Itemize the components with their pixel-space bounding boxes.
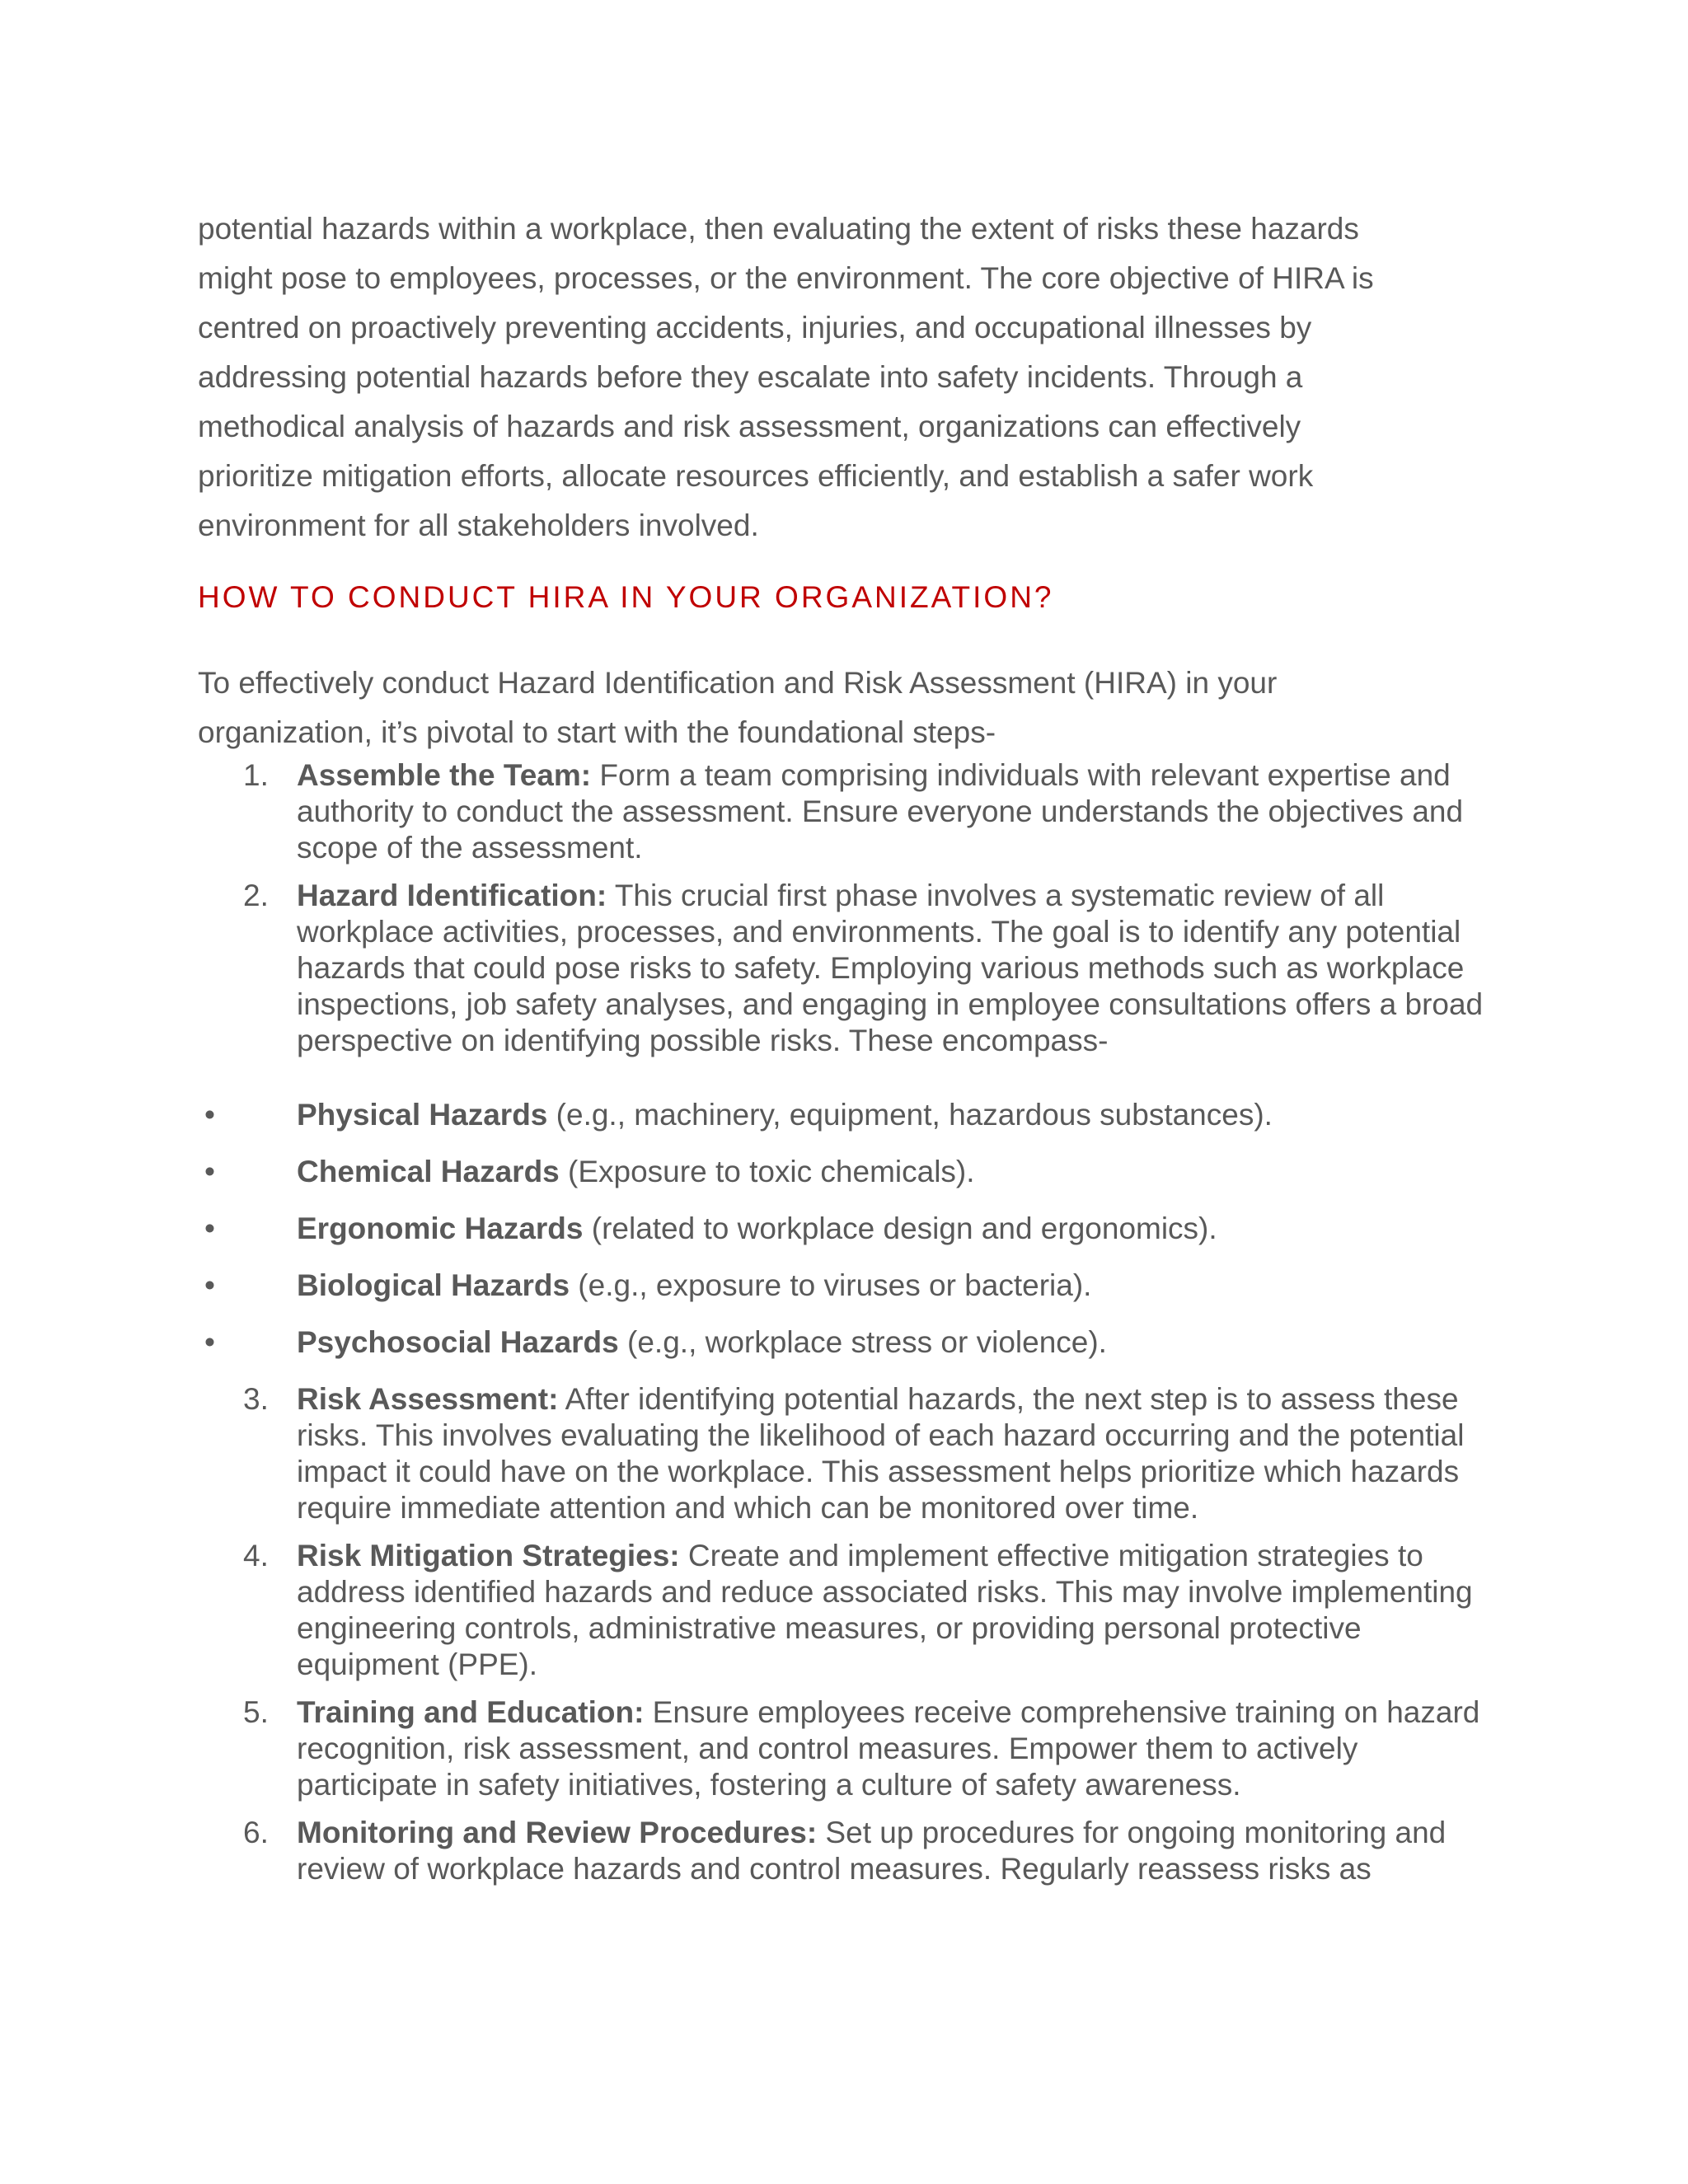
hazard-item: [198, 1154, 1484, 1190]
step-number: 6.: [243, 1816, 269, 1849]
step-title: Risk Assessment:: [297, 1382, 559, 1416]
bullet-icon: •: [204, 1268, 215, 1302]
hazard-text: (related to workplace design and ergonomics).: [583, 1212, 1217, 1245]
section-heading: HOW TO CONDUCT HIRA IN YOUR ORGANIZATION?: [198, 580, 1054, 614]
step-title: Monitoring and Review Procedures:: [297, 1816, 818, 1849]
bullet-icon: •: [204, 1098, 215, 1132]
step-item: [198, 757, 1484, 866]
step-number: 1.: [243, 758, 269, 792]
step-text: Form a team comprising individuals with relevant expertise and authority to conduct the assessment. Ensure everyone understands the objectives and scope of the assessment.: [297, 758, 1464, 865]
step-title: Risk Mitigation Strategies:: [297, 1539, 680, 1572]
step-text: Ensure employees receive comprehensive training on hazard recognition, risk assessment, and control measures. Empower them to actively participate in safety initiatives, fostering a culture of safety awareness.: [297, 1695, 1480, 1802]
bullet-icon: •: [204, 1155, 215, 1188]
hazard-text: (e.g., exposure to viruses or bacteria).: [570, 1268, 1092, 1302]
step-item: [198, 1694, 1484, 1803]
lead-paragraph: To effectively conduct Hazard Identification and Risk Assessment (HIRA) in your organization, it’s pivotal to start with the foundational steps-: [198, 666, 1278, 749]
step-text: After identifying potential hazards, the next step is to assess these risks. This involves evaluating the likelihood of each hazard occurring and the potential impact it could have on the workplace. This assessment helps prioritize which hazards require immediate attention and which can be monitored over time.: [297, 1382, 1465, 1525]
steps-list-part1: [198, 757, 1484, 1059]
step-title: Training and Education:: [297, 1695, 645, 1729]
hazard-item: [198, 1268, 1484, 1304]
hazard-text: (e.g., workplace stress or violence).: [618, 1325, 1107, 1359]
hazard-title: Ergonomic Hazards: [297, 1212, 584, 1245]
step-title: Hazard Identification:: [297, 879, 607, 912]
hazard-text: (e.g., machinery, equipment, hazardous substances).: [547, 1098, 1273, 1132]
step-number: 4.: [243, 1539, 269, 1572]
hazard-types-list: [198, 1097, 1484, 1361]
step-number: 5.: [243, 1695, 269, 1729]
hazard-title: Physical Hazards: [297, 1098, 548, 1132]
step-item: [198, 1815, 1484, 1887]
intro-paragraph: potential hazards within a workplace, then evaluating the extent of risks these hazards might pose to employees, processes, or the environment. The core objective of HIRA is centred on proactively preventing accidents, injuries, and occupational illnesses by addressing potential hazards before they escalate into safety incidents. Through a methodical analysis of hazards and risk assessment, organizations can effectively prioritize mitigation efforts, allocate resources efficiently, and establish a safer work environment for all stakeholders involved.: [198, 212, 1374, 542]
step-number: 2.: [243, 879, 269, 912]
bullet-icon: •: [204, 1325, 215, 1359]
steps-list-part2: [198, 1381, 1484, 1887]
bullet-icon: •: [204, 1212, 215, 1245]
step-number: 3.: [243, 1382, 269, 1416]
step-title: Assemble the Team:: [297, 758, 592, 792]
hazard-item: [198, 1324, 1484, 1361]
hazard-item: [198, 1097, 1484, 1133]
hazard-title: Biological Hazards: [297, 1268, 570, 1302]
step-item: [198, 1381, 1484, 1526]
hazard-item: [198, 1211, 1484, 1247]
step-text: Create and implement effective mitigation strategies to address identified hazards and reduce associated risks. This may involve implementing engineering controls, administrative measures, or providing personal protective equipment (PPE).: [297, 1539, 1473, 1681]
hazard-title: Chemical Hazards: [297, 1155, 560, 1188]
step-item: [198, 1538, 1484, 1683]
step-text: This crucial first phase involves a systematic review of all workplace activities, processes, and environments. The goal is to identify any potential hazards that could pose risks to safety. Employing various methods such as workplace inspections, job safety analyses, and engaging in employee consultations offers a broad perspective on identifying possible risks. These encompass-: [297, 879, 1484, 1057]
document-page: [198, 204, 1484, 1899]
hazard-title: Psychosocial Hazards: [297, 1325, 619, 1359]
step-item: [198, 878, 1484, 1059]
step-text: Set up procedures for ongoing monitoring and review of workplace hazards and control measures. Regularly reassess risks as: [297, 1816, 1447, 1886]
hazard-text: (Exposure to toxic chemicals).: [559, 1155, 975, 1188]
